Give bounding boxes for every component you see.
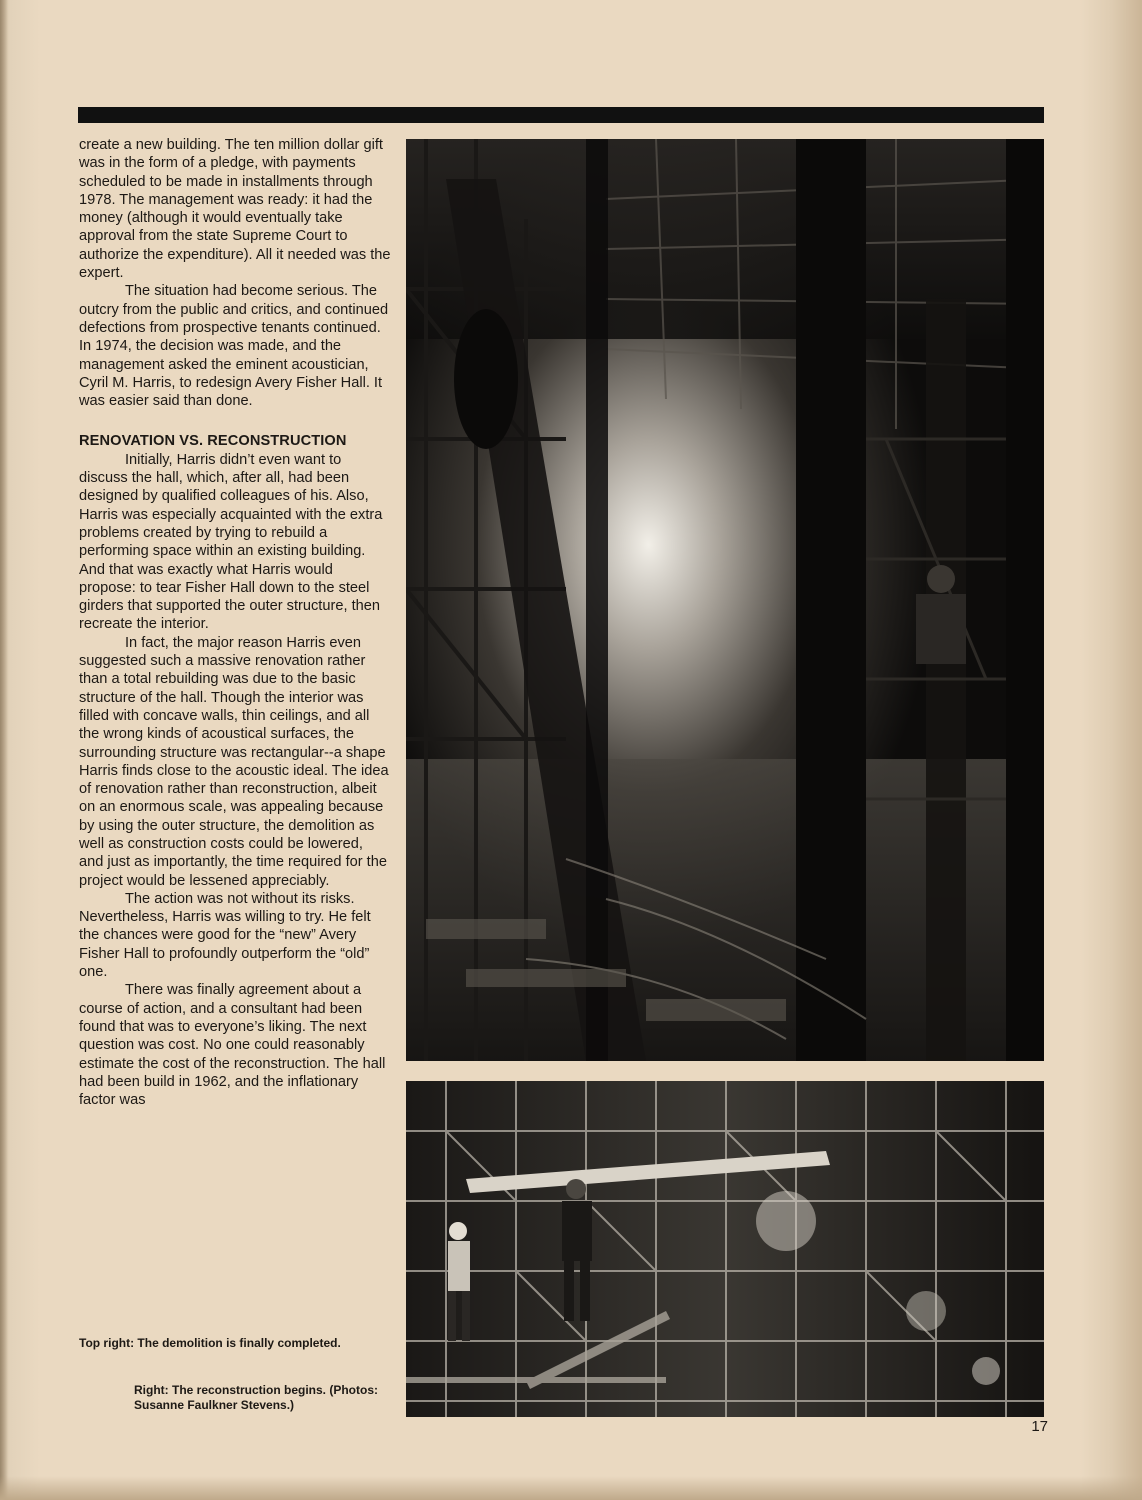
reconstruction-photo <box>406 1081 1044 1417</box>
paragraph: Initially, Harris didn’t even want to discuss the hall, which, after all, had been designed by qualified colleagues of his. Also, Harris was especially acquainted with the extra problems created by trying to rebuild a performing space within an existing building. And that was exactly what Harris would propose: to tear Fisher Hall down to the steel girders that supported the outer structure, then recreate the interior. <box>79 451 383 633</box>
demolition-photo <box>406 139 1044 1061</box>
reconstruction-photo-image <box>406 1081 1044 1417</box>
demolition-photo-image <box>406 139 1044 1061</box>
caption-bottom-photo: Right: The reconstruction begins. (Photos: Susanne Faulkner Stevens.) <box>134 1383 378 1412</box>
paragraph: There was finally agreement about a course of action, and a consultant had been found that was to everyone’s liking. The next question was cost. No one could reasonably estimate the cost of the reconstruction. The hall had been build in 1962, and the inflationary factor was <box>79 982 386 1109</box>
paragraph: The situation had become serious. The outcry from the public and critics, and continued defections from prospective tenants continued. In 1974, the decision was made, and the management asked the eminent acoustician, Cyril M. Harris, to redesign Avery Fisher Hall. It was easier said than done. <box>79 283 389 410</box>
caption-top-right-photo: Top right: The demolition is finally completed. <box>79 1336 341 1350</box>
paragraph: In fact, the major reason Harris even suggested such a massive renovation rather than a total rebuilding was due to the basic structure of the hall. Though the interior was filled with concave walls, thin ceilings, and all the wrong kinds of acoustical surfaces, the surrounding structure was rectangular--a shape Harris finds close to the acoustic ideal. The idea of renovation rather than reconstruction, albeit on an enormous scale, was appealing because by using the outer structure, the demolition as well as construction costs could be lowered, and just as importantly, the time required for the project would be lessened appreciably. <box>79 634 389 889</box>
page-bottom-edge <box>0 1476 1142 1500</box>
page-fold-shadow <box>0 0 8 1500</box>
page-number: 17 <box>1031 1418 1048 1435</box>
section-heading: RENOVATION VS. RECONSTRUCTION <box>79 433 347 450</box>
paragraph: The action was not without its risks. Nevertheless, Harris was willing to try. He felt the chances were good for the “new” Avery Fisher Hall to profoundly outperform the “old” one. <box>79 890 371 981</box>
article-text-column <box>79 136 391 1109</box>
paragraph: create a new building. The ten million dollar gift was in the form of a pledge, with payments scheduled to be made in installments through 1978. The management was ready: it had the money (although it would eventually take approval from the state Supreme Court to authorize the expenditure). All it needed was the expert. <box>79 137 391 282</box>
top-black-rule <box>78 107 1044 123</box>
